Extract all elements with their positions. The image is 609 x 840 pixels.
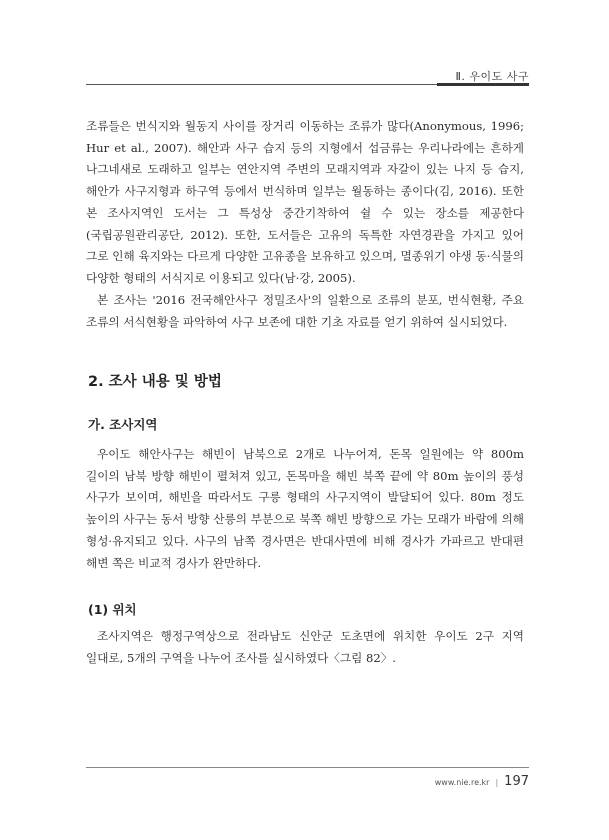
page-number: 197 <box>504 774 529 789</box>
footer-url: www.nie.re.kr <box>434 778 490 787</box>
chapter-header-title: Ⅱ. 우이도 사구 <box>455 70 529 83</box>
page-footer <box>435 774 529 789</box>
footer-rule <box>86 767 529 768</box>
body-paragraph-1: 조류들은 번식지와 월동지 사이를 장거리 이동하는 조류가 많다(Anonymous, 1996; Hur et al., 2007). 해안과 사구 습지 등의 지형에서 섭금류는 우리나라에는 흔하게 나그네새로 도래하고 일부는 연안지역 주변의 모래지역과 자갈이 있는 나지 등 습지, 해안가 사구지형과 하구역 등에서 번식하며 일부는 월동하는 종이다(김, 2016). 또한 본 조사지역인 도서는 그 특성상 중간기착하여 쉴 수 있는 장소를 제공한다(국립공원관리공단, 2012). 또한, 도서들은 고유의 독특한 자연경관을 가지고 있어 그로 인해 육지와는 다르게 다양한 고유종을 보유하고 있으며, 멸종위기 야생 동·식물의 다양한 형태의 서식지로 이용되고 있다(남·강, 2005). <box>86 119 524 285</box>
section-heading-2: 2. 조사 내용 및 방법 <box>88 374 222 390</box>
header-rule-accent <box>437 83 529 86</box>
body-paragraph-4: 조사지역은 행정구역상으로 전라남도 신안군 도초면에 위치한 우이도 2구 지역 일대로, 5개의 구역을 나누어 조사를 실시하였다〈그림 82〉. <box>86 629 524 665</box>
subsection-heading-ga: 가. 조사지역 <box>88 417 158 432</box>
footer-separator: | <box>495 778 499 787</box>
subsection-heading-location: (1) 위치 <box>88 602 137 617</box>
body-paragraph-2: 본 조사는 '2016 전국해안사구 정밀조사'의 일환으로 조류의 분포, 번식현황, 주요 조류의 서식현황을 파악하여 사구 보존에 대한 기초 자료를 얻기 위하여 실시되었다. <box>86 293 524 329</box>
body-paragraph-3: 우이도 해안사구는 해빈이 남북으로 2개로 나누어져, 돈목 일원에는 약 800m 길이의 남북 방향 해빈이 펼쳐져 있고, 돈목마을 해빈 북쪽 끝에 약 80m 높이의 풍성 사구가 보이며, 해빈을 따라서도 구릉 형태의 사구지역이 발달되어 있다. 80m 정도 높이의 사구는 동서 방향 산릉의 부분으로 북쪽 해빈 방향으로 가는 모래가 바람에 의해 형성·유지되고 있다. 사구의 남쪽 경사면은 반대사면에 비해 경사가 가파르고 반대편 해변 쪽은 비교적 경사가 완만하다. <box>86 447 524 570</box>
